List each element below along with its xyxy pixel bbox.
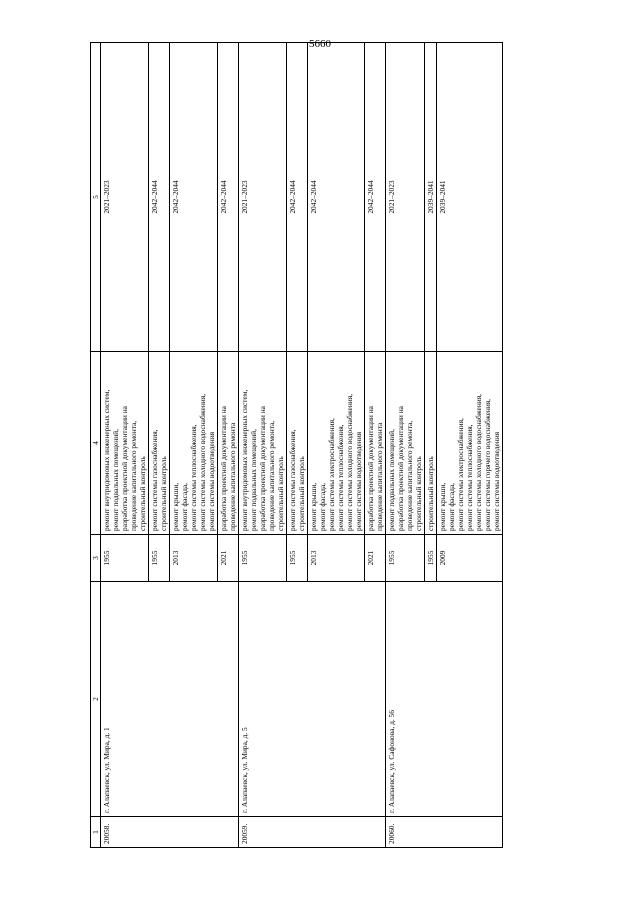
work-types-cell <box>437 352 503 535</box>
work-line: ремонт системы водоотведения <box>354 431 363 531</box>
work-types-cell <box>287 352 308 535</box>
rotated-table-container <box>90 78 590 848</box>
work-types-cell <box>218 352 239 535</box>
work-line: проведение капитального ремонта <box>228 422 237 531</box>
period-cell: 2042–2044 <box>287 43 308 352</box>
work-line: ремонт системы газоснабжения, <box>288 429 297 531</box>
header-col-3: 3 <box>91 535 101 582</box>
year-cell: 1955 <box>287 535 308 582</box>
work-line: разработка проектной документации на <box>258 406 267 531</box>
header-col-2: 2 <box>91 582 101 817</box>
period-cell: 2021–2023 <box>386 43 425 352</box>
work-line: ремонт подвальных помещений, <box>111 429 120 531</box>
work-line: ремонт фасада, <box>180 483 189 531</box>
period-cell: 2042–2044 <box>170 43 218 352</box>
year-cell: 1955 <box>101 535 149 582</box>
work-line: ремонт системы холодного водоснабжения, <box>198 394 207 531</box>
work-line: проведение капитального ремонта, <box>405 420 414 531</box>
work-types-cell <box>425 352 437 535</box>
row-number: 20060. <box>386 817 503 848</box>
header-col-4: 4 <box>91 352 101 535</box>
work-line: строительный контроль <box>159 456 168 531</box>
period-cell: 2042–2044 <box>308 43 365 352</box>
header-row <box>91 43 101 848</box>
work-line: ремонт системы водоотведения <box>492 431 501 531</box>
period-cell: 2039–2041 <box>425 43 437 352</box>
work-line: ремонт системы теплоснабжения, <box>336 424 345 531</box>
work-line: ремонт системы электроснабжения, <box>327 418 336 531</box>
work-line: ремонт системы горячего водоснабжения, <box>483 398 492 531</box>
year-cell: 1955 <box>239 535 287 582</box>
work-types-cell <box>149 352 170 535</box>
year-cell: 2013 <box>170 535 218 582</box>
period-cell: 2021–2023 <box>101 43 149 352</box>
work-line: ремонт фасада, <box>447 483 456 531</box>
address-cell: г. Алапаевск, ул. Сафонова, д. 56 <box>386 582 503 817</box>
header-col-5: 5 <box>91 43 101 352</box>
work-line: строительный контроль <box>426 456 435 531</box>
period-cell: 2042–2044 <box>149 43 170 352</box>
work-line: разработка проектной документации на <box>120 406 129 531</box>
work-line: ремонт системы газоснабжения, <box>150 429 159 531</box>
period-cell: 2042–2044 <box>218 43 239 352</box>
page-number: 5660 <box>309 38 331 50</box>
year-cell: 2021 <box>365 535 386 582</box>
year-cell: 1955 <box>425 535 437 582</box>
work-line: ремонт системы теплоснабжения, <box>465 424 474 531</box>
year-cell: 2009 <box>437 535 503 582</box>
work-line: строительный контроль <box>276 456 285 531</box>
year-cell: 2013 <box>308 535 365 582</box>
work-line: ремонт системы электроснабжения, <box>456 418 465 531</box>
table-row <box>101 43 149 848</box>
period-cell: 2042–2044 <box>365 43 386 352</box>
work-line: разработка проектной документации на <box>366 406 375 531</box>
work-line: ремонт системы холодного водоснабжения, <box>345 394 354 531</box>
work-line: ремонт крыши, <box>309 482 318 531</box>
address-cell: г. Алапаевск, ул. Мира, д. 5 <box>239 582 386 817</box>
work-line: ремонт крыши, <box>171 482 180 531</box>
table-row <box>386 43 425 848</box>
work-line: ремонт крыши, <box>438 482 447 531</box>
year-cell: 1955 <box>386 535 425 582</box>
table-row <box>239 43 287 848</box>
work-line: ремонт подвальных помещений, <box>249 429 258 531</box>
year-cell: 2021 <box>218 535 239 582</box>
work-line: ремонт внутридомовых инженерных систем, <box>240 389 249 531</box>
work-line: разработка проектной документации на <box>396 406 405 531</box>
work-types-cell <box>239 352 287 535</box>
work-line: ремонт системы теплоснабжения, <box>189 424 198 531</box>
work-types-cell <box>308 352 365 535</box>
work-types-cell <box>386 352 425 535</box>
year-cell: 1955 <box>149 535 170 582</box>
table-body <box>101 43 503 848</box>
row-number: 20058. <box>101 817 239 848</box>
period-cell: 2039–2041 <box>437 43 503 352</box>
work-line: разработка проектной документации на <box>219 406 228 531</box>
period-cell: 2021–2023 <box>239 43 287 352</box>
header-col-1: 1 <box>91 817 101 848</box>
row-number: 20059. <box>239 817 386 848</box>
work-line: проведение капитального ремонта, <box>267 420 276 531</box>
work-line: ремонт фасада, <box>318 483 327 531</box>
repair-schedule-table <box>90 42 503 848</box>
work-line: ремонт системы водоотведения <box>207 431 216 531</box>
work-line: ремонт внутридомовых инженерных систем, <box>102 389 111 531</box>
work-line: ремонт подвальных помещений, <box>387 429 396 531</box>
work-types-cell <box>365 352 386 535</box>
address-cell: г. Алапаевск, ул. Мира, д. 1 <box>101 582 239 817</box>
work-line: проведение капитального ремонта, <box>129 420 138 531</box>
work-types-cell <box>170 352 218 535</box>
work-line: строительный контроль <box>297 456 306 531</box>
work-line: строительный контроль <box>138 456 147 531</box>
work-line: строительный контроль <box>414 456 423 531</box>
work-types-cell <box>101 352 149 535</box>
work-line: ремонт системы холодного водоснабжения, <box>474 394 483 531</box>
work-line: проведение капитального ремонта <box>375 422 384 531</box>
